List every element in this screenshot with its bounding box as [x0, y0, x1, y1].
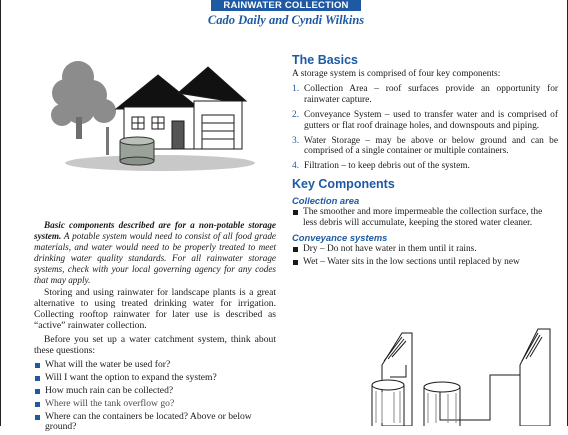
conveyance-item: Dry – Do not have water in them until it rains. — [292, 244, 558, 255]
component-item — [292, 110, 558, 132]
storage-note — [34, 220, 276, 285]
left-column — [34, 220, 276, 435]
basics-heading: The Basics — [292, 53, 359, 67]
conveyance-heading: Conveyance systems — [292, 232, 388, 244]
wet-system-sketch — [424, 329, 550, 426]
collection-area-heading: Collection area — [292, 195, 360, 207]
question-item: Will I want the option to expand the system? — [34, 373, 276, 384]
question-item: Where can the containers be located? Above or below ground? — [34, 412, 276, 434]
component-item — [292, 84, 558, 106]
questions-list — [34, 360, 276, 433]
question-item: What will the water be used for? — [34, 360, 276, 371]
conveyance-item: Wet – Water sits in the low sections until replaced by new — [292, 257, 558, 268]
intro-paragraph: Storing and using rainwater for landscape plants is a great alternative to using treated drinking water for irrigation. Collecting rooftop rainwater for later use is described as “active” rainwater collection. — [34, 287, 276, 332]
question-item: Where will the tank overflow go? — [34, 399, 276, 410]
question-item: How much rain can be collected? — [34, 386, 276, 397]
header-banner: RAINWATER COLLECTION — [211, 0, 361, 11]
component-text: Water Storage – may be above or below ground and can be comprised of a single container or multiple containers. — [304, 135, 558, 157]
component-number: 2. — [292, 109, 300, 120]
questions-intro: Before you set up a water catchment system, think about these questions: — [34, 334, 276, 356]
rain-tank — [120, 137, 154, 165]
components-list — [292, 84, 558, 172]
component-text: Filtration – to keep debris out of the system. — [304, 161, 470, 172]
basics-intro: A storage system is comprised of four key components: — [292, 69, 501, 79]
dry-system-sketch — [372, 333, 412, 426]
component-text: Conveyance System – used to transfer water and is comprised of gutters or flat roof drainage holes, and downspouts and piping. — [304, 109, 558, 131]
collection-item: The smoother and more impermeable the collection surface, the less debris will accumulate, keeping the stored water cleaner. — [292, 207, 558, 229]
component-number: 1. — [292, 83, 300, 94]
component-item — [292, 136, 558, 158]
storage-note-bold: Basic components described are for a non-potable storage system. — [34, 220, 276, 241]
conveyance-diagram — [370, 325, 560, 426]
house-illustration — [40, 45, 268, 175]
authors-line: Cado Daily and Cyndi Wilkins — [207, 13, 365, 27]
right-column — [292, 52, 558, 270]
key-components-heading: Key Components — [292, 177, 395, 192]
shadow — [65, 155, 255, 171]
component-text: Collection Area – roof surfaces provide an opportunity for rainwater capture. — [304, 83, 558, 105]
component-number: 4. — [292, 161, 300, 172]
storage-note-rest: A potable system would need to consist of all food grade materials, and water would need to be properly treated to meet drinking water quality standards. For all rainwater storage systems, check with your local governing agency for any codes that may apply. — [34, 230, 276, 285]
conveyance-list — [292, 244, 558, 268]
component-item — [292, 161, 558, 172]
component-number: 3. — [292, 135, 300, 146]
collection-list — [292, 207, 558, 229]
